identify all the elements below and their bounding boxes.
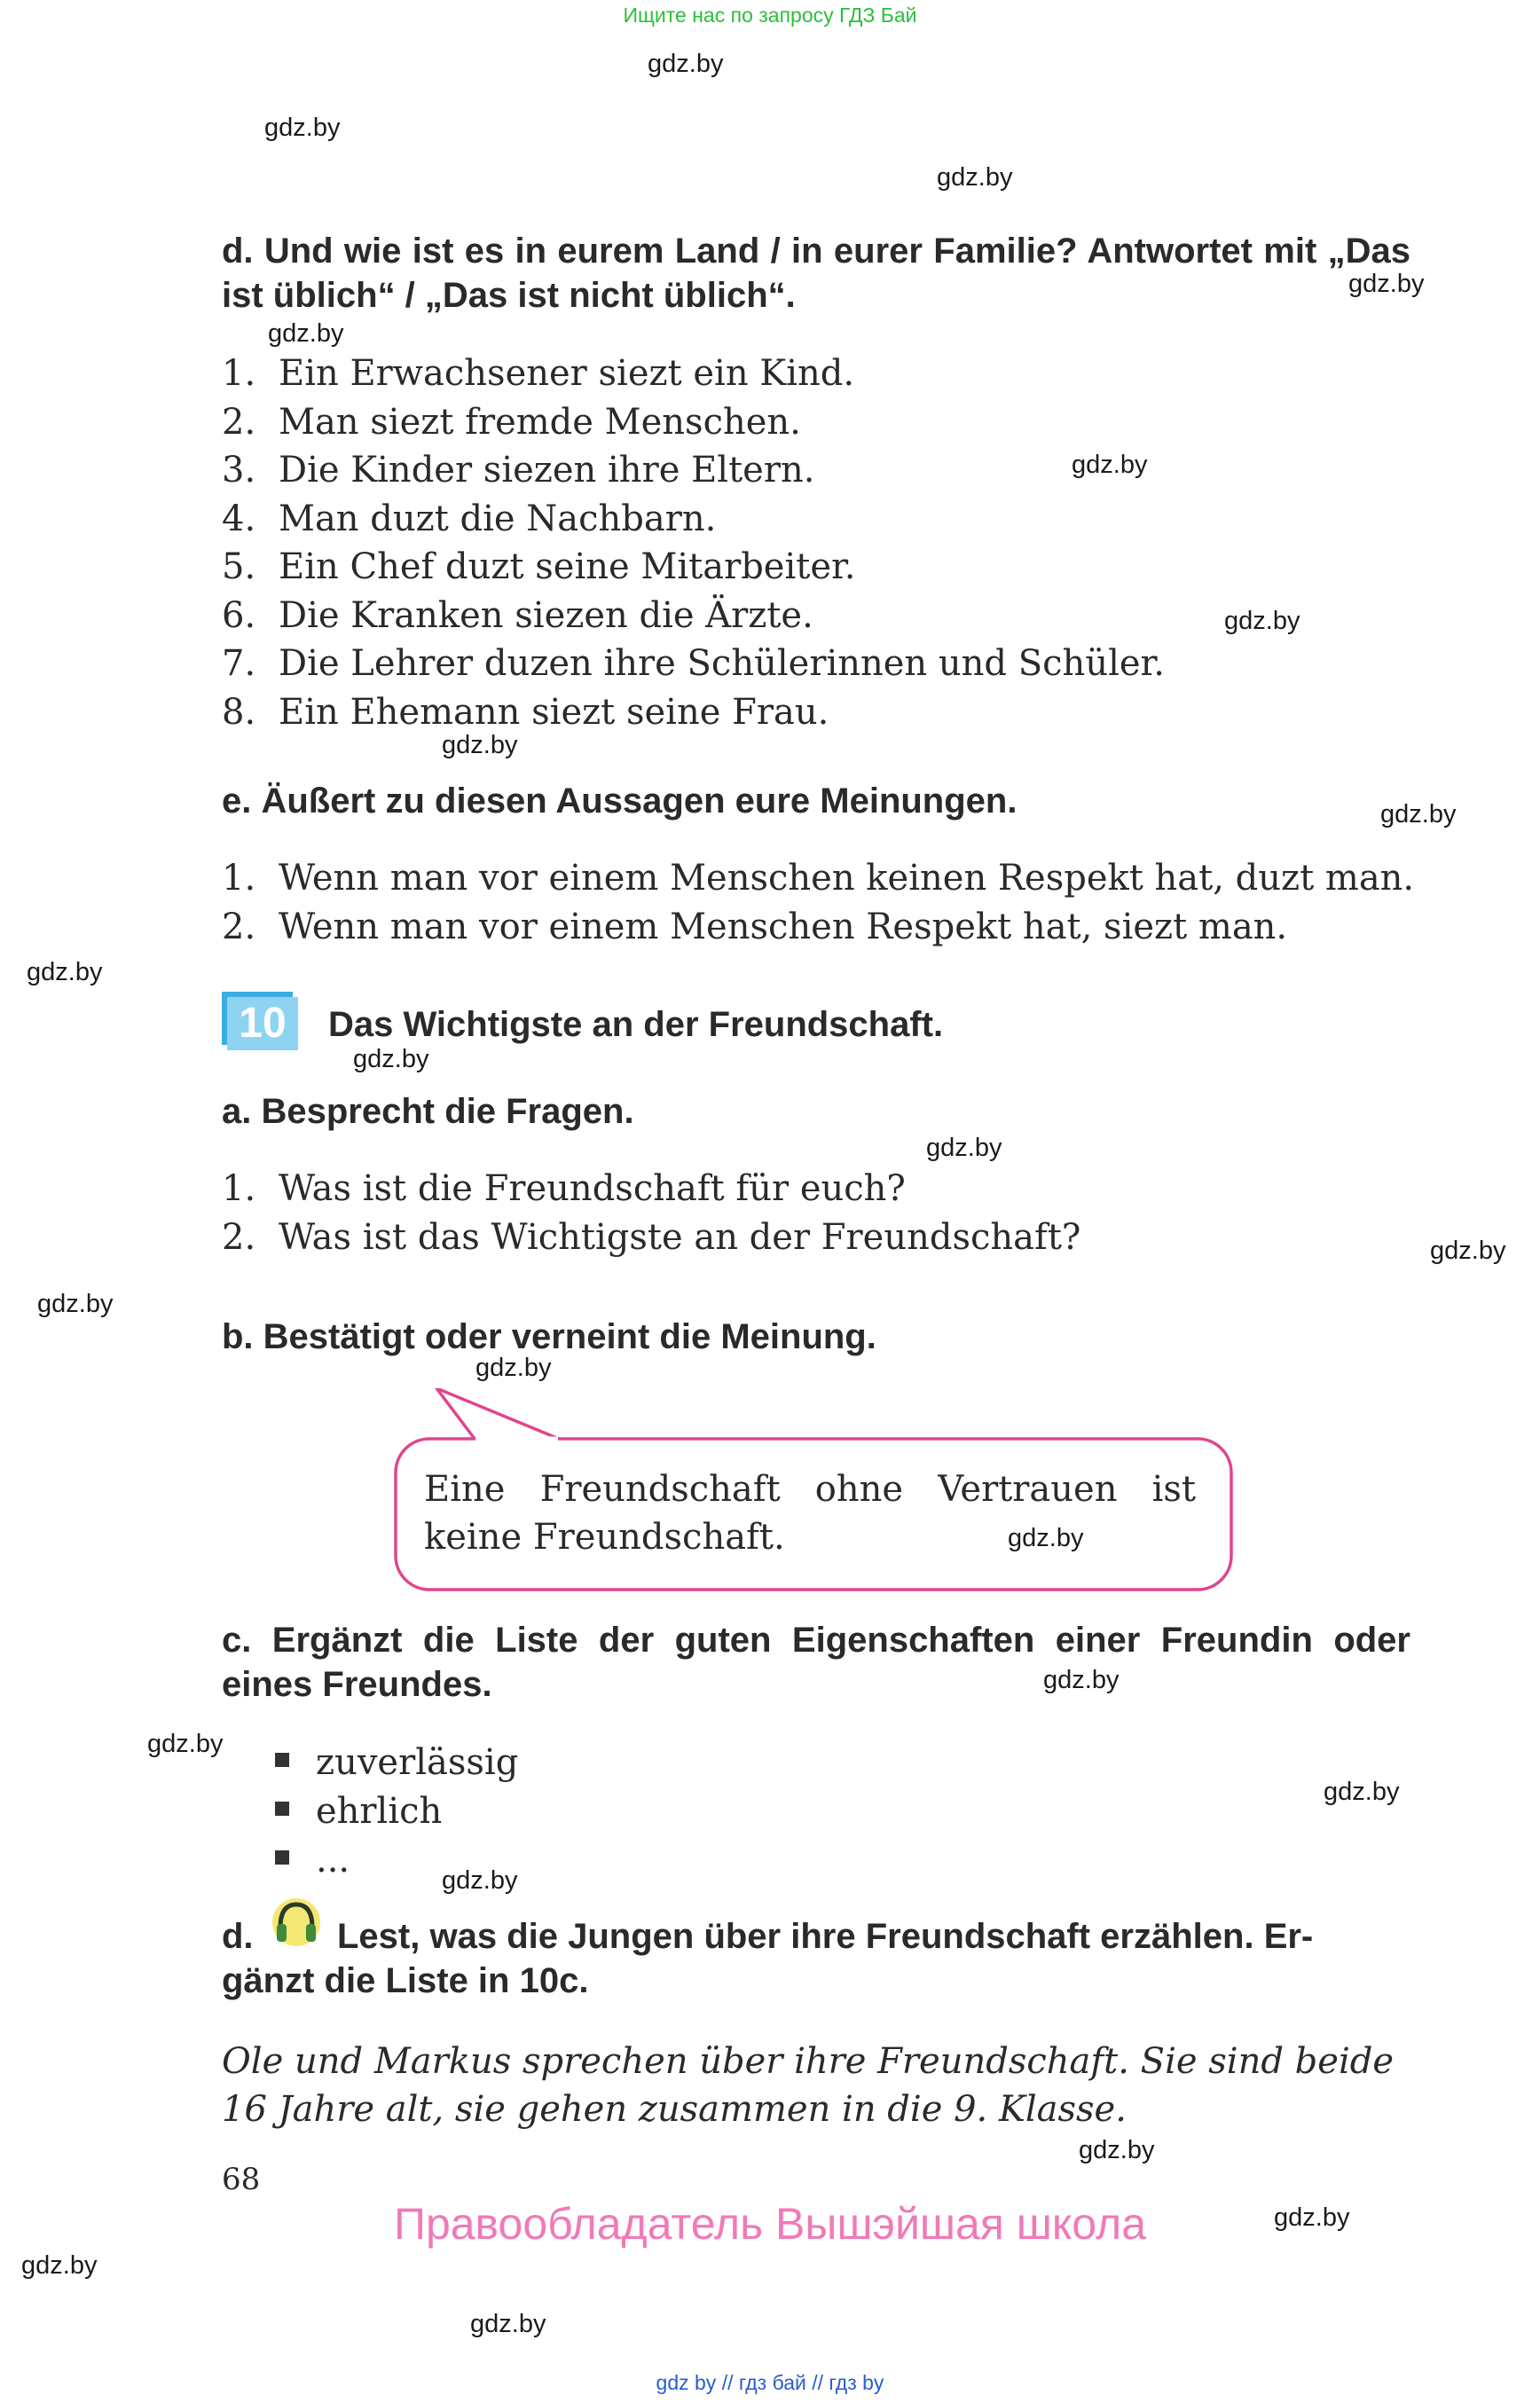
item-number: 1.	[222, 1168, 256, 1209]
item-text: Wenn man vor einem Menschen keinen Respekt hat, duzt man.	[279, 858, 1415, 899]
item-text: Die Kinder siezen ihre Eltern.	[279, 450, 815, 491]
list-item	[222, 854, 1414, 903]
list-item	[222, 592, 1165, 640]
watermark: gdz.by	[1224, 607, 1300, 635]
list-item	[222, 349, 1165, 398]
task-9d-instruction: d. Und wie ist es in eurem Land / in eurer Familie? Antwortet mit „Das ist üblich“ / „Das ist nicht üblich“.	[222, 232, 1410, 315]
headphones-icon	[271, 1896, 321, 1949]
item-text: Man duzt die Nachbarn.	[279, 498, 717, 539]
item-text: Die Kranken siezen die Ärzte.	[279, 594, 813, 636]
bullet-square-icon	[275, 1753, 289, 1767]
item-text: Was ist die Freundschaft für euch?	[279, 1168, 906, 1209]
watermark: gdz.by	[1008, 1524, 1084, 1552]
item-number: 8.	[222, 691, 256, 733]
list-item	[222, 688, 1165, 737]
item-text: Ein Erwachsener siezt ein Kind.	[279, 353, 855, 394]
list-item	[275, 1787, 518, 1836]
watermark: gdz.by	[475, 1354, 552, 1382]
rights-holder: Правообладатель Вышэйшая школа	[394, 2199, 1146, 2249]
bullet-square-icon	[275, 1850, 289, 1865]
watermark: gdz.by	[353, 1045, 429, 1073]
item-text: ...	[316, 1840, 350, 1881]
item-number: 1.	[222, 858, 256, 899]
list-item	[275, 1739, 518, 1787]
item-text: Man siezt fremde Menschen.	[279, 401, 801, 443]
watermark: gdz.by	[1274, 2203, 1350, 2232]
exercise-10-title: Das Wichtigste an der Freundschaft.	[328, 1005, 944, 1044]
item-number: 5.	[222, 546, 256, 587]
watermark: gdz.by	[470, 2310, 546, 2338]
list-item	[222, 903, 1414, 952]
watermark: gdz.by	[27, 958, 103, 986]
item-text: Ein Ehemann siezt seine Frau.	[279, 691, 829, 733]
watermark: gdz.by	[1348, 270, 1425, 298]
item-number: 4.	[222, 498, 256, 539]
task-9e-list	[222, 854, 1414, 951]
bullet-square-icon	[275, 1802, 289, 1816]
task-10d-instruction-line2: gänzt die Liste in 10c.	[222, 1961, 589, 2000]
item-text: Was ist das Wichtigste an der Freundschaft?	[279, 1216, 1081, 1258]
watermark: gdz.by	[442, 731, 518, 759]
item-number: 2.	[222, 1216, 256, 1258]
watermark: gdz.by	[937, 163, 1013, 192]
watermark: gdz.by	[1043, 1666, 1120, 1694]
item-text: Wenn man vor einem Menschen Respekt hat, siezt man.	[279, 906, 1288, 947]
watermark: gdz.by	[1430, 1237, 1506, 1265]
task-10d-instruction-line1: Lest, was die Jungen über ihre Freundschaft erzählen. Er-	[337, 1917, 1314, 1956]
watermark: gdz.by	[442, 1866, 518, 1895]
item-number: 7.	[222, 643, 256, 684]
list-item	[222, 446, 1165, 495]
item-number: 6.	[222, 594, 256, 636]
exercise-number: 10	[227, 997, 298, 1050]
footer-links: gdz by // гдз бай // гдз by	[656, 2371, 884, 2394]
item-text: zuverlässig	[316, 1742, 519, 1783]
task-9e-instruction: e. Äußert zu diesen Aussagen eure Meinungen.	[222, 781, 1018, 821]
task-10d-label: d.	[222, 1917, 254, 1956]
list-item	[222, 1213, 1080, 1262]
item-text: ehrlich	[316, 1791, 443, 1832]
list-item	[222, 1165, 1080, 1213]
task-9d-list	[222, 349, 1165, 736]
watermark: gdz.by	[37, 1290, 114, 1318]
item-text: Ein Chef duzt seine Mitarbeiter.	[279, 546, 856, 587]
list-item	[222, 543, 1165, 592]
watermark: gdz.by	[926, 1134, 1002, 1162]
watermark: gdz.by	[1380, 800, 1457, 828]
watermark: gdz.by	[1079, 2136, 1155, 2164]
item-number: 1.	[222, 353, 256, 394]
watermark: gdz.by	[1324, 1778, 1400, 1806]
quote-text: Eine Freundschaft ohne Vertrauen ist keine Freundschaft.	[424, 1469, 1196, 1558]
watermark: gdz.by	[264, 114, 341, 142]
list-item	[222, 398, 1165, 447]
item-number: 3.	[222, 450, 256, 491]
watermark: gdz.by	[268, 319, 344, 348]
watermark: gdz.by	[147, 1730, 224, 1758]
story-text: Ole und Markus sprechen über ihre Freundschaft. Sie sind beide 16 Jahre alt, sie gehen zusammen in die 9. Klasse.	[222, 2041, 1395, 2130]
watermark: gdz.by	[1072, 451, 1148, 479]
watermark: gdz.by	[21, 2251, 98, 2280]
item-number: 2.	[222, 401, 256, 443]
list-item	[222, 640, 1165, 688]
watermark: gdz.by	[648, 50, 724, 78]
item-text: Die Lehrer duzen ihre Schülerinnen und Schüler.	[279, 643, 1165, 684]
top-banner: Ищите нас по запросу ГДЗ Бай	[623, 4, 917, 27]
task-10b-instruction: b. Bestätigt oder verneint die Meinung.	[222, 1317, 876, 1356]
list-item	[275, 1836, 518, 1885]
item-number: 2.	[222, 906, 256, 947]
exercise-number-badge	[222, 992, 298, 1050]
task-10a-list	[222, 1165, 1080, 1261]
task-10a-instruction: a. Besprecht die Fragen.	[222, 1092, 634, 1131]
task-10c-instruction: c. Ergänzt die Liste der guten Eigenschaften einer Freundin oder eines Freundes.	[222, 1621, 1410, 1704]
list-item	[222, 495, 1165, 544]
qualities-list	[275, 1739, 518, 1885]
page-number: 68	[222, 2162, 261, 2197]
